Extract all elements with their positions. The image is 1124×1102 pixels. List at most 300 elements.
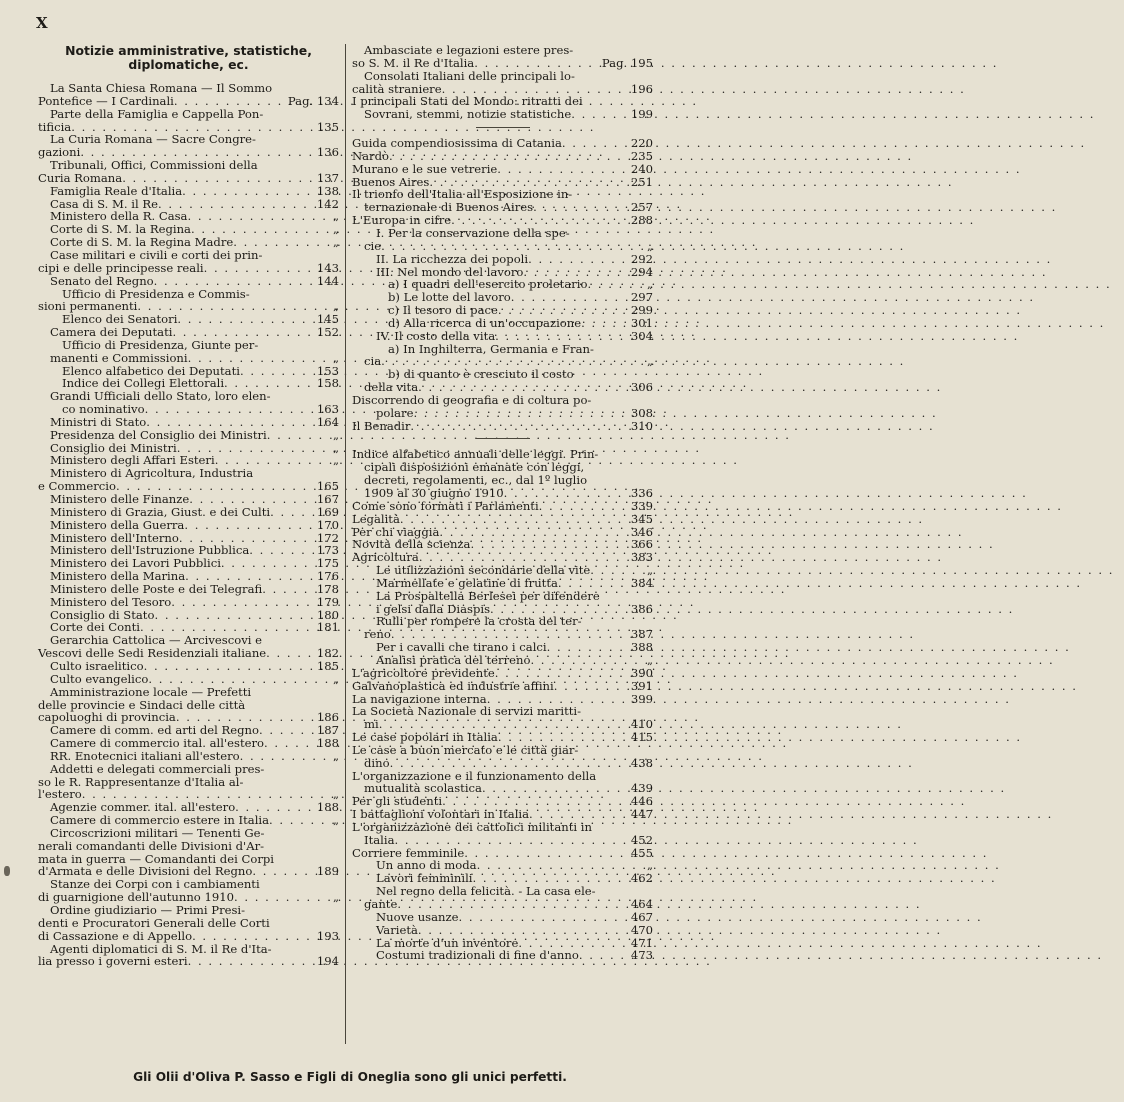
dot-leader	[234, 891, 332, 904]
entry-page: 196	[630, 81, 653, 96]
toc-entry	[38, 95, 339, 108]
entry-title: Ministero di Agricoltura, Industria	[50, 466, 254, 481]
entry-page: „	[646, 354, 653, 369]
toc-entry	[352, 834, 653, 847]
dot-leader	[400, 513, 630, 526]
toc-entry	[38, 339, 339, 352]
entry-page: 339	[630, 498, 653, 513]
entry-title: Ministero della R. Casa	[50, 209, 188, 224]
entry-page: 235	[630, 148, 653, 163]
right-group-1	[352, 44, 653, 121]
entry-page: „	[646, 238, 653, 253]
entry-page: „	[332, 453, 339, 468]
entry-title: Corte di S. M. la Regina Madre	[50, 235, 234, 250]
entry-title: La Società Nazionale di servizi maritti-	[352, 704, 582, 719]
entry-title: Ministero degli Affari Esteri	[50, 453, 215, 468]
toc-entry	[352, 513, 653, 526]
entry-page: „	[332, 350, 339, 365]
entry-title: Ministri di Stato	[50, 414, 147, 429]
entry-page: 137	[316, 170, 339, 185]
entry-page: 292	[630, 251, 653, 266]
entry-page: „	[332, 813, 339, 828]
entry-page: 240	[630, 161, 653, 176]
toc-entry	[38, 660, 339, 673]
entry-title: di Cassazione e di Appello	[38, 928, 193, 943]
dot-leader	[252, 865, 315, 878]
toc-entry	[38, 840, 339, 853]
entry-page: 438	[630, 755, 653, 770]
entry-title: co nominativo	[62, 402, 145, 417]
entry-page: 251	[630, 174, 653, 189]
footer-advertisement: Gli Olii d'Oliva P. Sasso e Figli di Oneglia sono gli unici perfetti.	[133, 1070, 567, 1084]
entry-page: 164	[316, 414, 339, 429]
entry-title: reno	[364, 627, 391, 642]
entry-title: Ministero dell'Istruzione Pubblica	[50, 543, 250, 558]
entry-title: Ministero dei Lavori Pubblici	[50, 556, 221, 571]
entry-page: 390	[630, 665, 653, 680]
entry-title: dino	[364, 755, 390, 770]
dot-leader	[184, 519, 316, 532]
dot-leader	[204, 262, 316, 275]
entry-title: Consiglio dei Ministri	[50, 440, 177, 455]
dot-leader	[410, 420, 629, 433]
toc-entry	[38, 506, 339, 519]
toc-entry	[352, 407, 653, 420]
entry-title: so S. M. il Re d'Italia	[352, 55, 475, 70]
entry-title: nerali comandanti delle Divisioni d'Ar-	[38, 838, 265, 853]
section-rule	[476, 127, 530, 128]
entry-title: i gelsi dalla Diaspis	[376, 601, 491, 616]
entry-title: cipali disposizioni emanate con leggi,	[364, 460, 585, 475]
toc-entry	[38, 403, 339, 416]
entry-page: 415	[630, 730, 653, 745]
toc-entry	[352, 150, 653, 163]
toc-entry	[38, 596, 339, 609]
entry-page: „	[332, 209, 339, 224]
dot-leader	[581, 317, 630, 330]
dot-leader	[188, 352, 332, 365]
entry-page: 180	[316, 607, 339, 622]
toc-entry	[38, 955, 339, 968]
toc-entry	[38, 917, 339, 930]
entry-title: polare	[376, 405, 414, 420]
entry-title: ternazionale di Buenos Aires	[364, 200, 534, 215]
entry-page: 173	[316, 543, 339, 558]
entry-page: 299	[630, 303, 653, 318]
entry-page: „	[332, 299, 339, 314]
entry-page: 138	[316, 183, 339, 198]
entry-page: 181	[316, 620, 339, 635]
entry-page: 310	[630, 418, 653, 433]
left-entries	[38, 82, 339, 968]
entry-title: cie	[364, 238, 382, 253]
toc-entry	[38, 82, 339, 95]
entry-title: La Prospaltella Berlesei per difendere	[376, 588, 600, 603]
entry-page: „	[646, 858, 653, 873]
entry-title: Discorrendo di geografia e di coltura po-	[352, 392, 592, 407]
dot-leader	[579, 949, 630, 962]
right-group-2	[352, 137, 653, 432]
entry-page: 345	[630, 511, 653, 526]
toc-entry	[352, 924, 653, 937]
dot-leader	[498, 731, 630, 744]
entry-title: Corte di S. M. la Regina	[50, 222, 191, 237]
dot-leader	[530, 654, 646, 667]
entry-page: 294	[630, 264, 653, 279]
entry-page: 144	[316, 273, 339, 288]
dot-leader	[390, 757, 630, 770]
toc-entry	[352, 577, 653, 590]
dot-leader	[145, 403, 316, 416]
entry-title: cia	[364, 354, 382, 369]
toc-entry	[352, 808, 653, 821]
toc-entry	[352, 381, 653, 394]
dot-leader	[189, 493, 316, 506]
entry-page: 179	[316, 594, 339, 609]
dot-leader	[418, 381, 630, 394]
toc-entry	[352, 304, 653, 317]
entry-title: 1909 al 30 giugno 1910	[364, 486, 504, 500]
right-group-3	[352, 448, 653, 962]
entry-title: tificia	[38, 119, 72, 134]
page-blemish	[4, 866, 10, 876]
dot-leader	[539, 500, 630, 513]
toc-entry	[352, 821, 653, 834]
dot-leader	[182, 185, 316, 198]
toc-entry	[38, 583, 339, 596]
toc-entry	[352, 898, 653, 911]
dot-leader	[418, 924, 630, 937]
toc-entry	[352, 317, 653, 330]
toc-entry	[352, 240, 653, 253]
entry-title: Agenzie commer. ital. all'estero	[50, 800, 236, 815]
entry-title: Case militari e civili e corti dei prin-	[50, 247, 263, 262]
toc-entry	[38, 673, 339, 686]
entry-page: 452	[630, 832, 653, 847]
entry-title: di guarnigione dell'autunno 1910	[38, 890, 234, 905]
left-column	[38, 44, 339, 968]
toc-entry	[38, 686, 339, 699]
dot-leader	[571, 108, 630, 121]
entry-page: 446	[630, 794, 653, 809]
dot-leader	[122, 172, 316, 185]
entry-title: manenti e Commissioni	[50, 350, 188, 365]
entry-title: La Curia Romana — Sacre Congre-	[50, 132, 256, 147]
entry-title: capoluoghi di provincia	[38, 710, 176, 725]
dot-leader	[389, 150, 630, 163]
entry-page: 439	[630, 781, 653, 796]
toc-entry	[352, 420, 653, 433]
entry-page: 143	[316, 260, 339, 275]
entry-title: Circoscrizioni militari — Tenenti Ge-	[50, 825, 265, 840]
entry-page: 163	[316, 402, 339, 417]
entry-title: sioni permanenti	[38, 299, 138, 314]
entry-page: 387	[630, 627, 653, 642]
toc-entry	[38, 262, 339, 275]
toc-entry	[352, 70, 653, 83]
entry-title: Ministero delle Poste e dei Telegrafi	[50, 581, 263, 596]
entry-title: so le R. Rappresentanze d'Italia al-	[38, 774, 244, 789]
toc-entry	[38, 159, 339, 172]
entry-title: d) Alla ricerca di un'occupazione	[388, 315, 582, 330]
entry-title: L'Europa in cifre	[352, 213, 452, 228]
entry-page: Pag. 195	[601, 55, 653, 70]
toc-entry	[352, 731, 653, 744]
dot-leader	[262, 583, 316, 596]
entry-title: IV. Il costo della vita	[376, 328, 496, 343]
entry-title: Vescovi delle Sedi Residenziali italiane	[38, 646, 267, 661]
entry-title: Ordine giudiziario — Primi Presi-	[50, 903, 246, 917]
dot-leader	[497, 163, 630, 176]
entry-title: La Santa Chiesa Romana — Il Sommo	[50, 81, 273, 95]
entry-title: Marmellate e gelatine di frutta	[376, 575, 558, 590]
entry-title: L'organizzazione e il funzionamento della	[352, 768, 597, 783]
entry-title: II. La ricchezza dei popoli	[376, 251, 529, 266]
entry-page: 447	[630, 807, 653, 822]
entry-title: Consiglio di Stato	[50, 607, 155, 622]
entry-page: 301	[630, 315, 653, 330]
entry-title: c) Il tesoro di pace	[388, 303, 498, 318]
entry-title: Novità della scienza	[352, 537, 471, 552]
dot-leader	[240, 750, 332, 763]
entry-title: Ufficio di Presidenza e Commis-	[62, 286, 250, 301]
entry-title: Corriere femminile	[352, 845, 465, 860]
dot-leader	[144, 660, 316, 673]
entry-page: 176	[316, 569, 339, 584]
entry-page: 384	[630, 575, 653, 590]
dot-leader	[192, 930, 316, 943]
entry-page: „	[646, 563, 653, 578]
toc-entry	[352, 227, 653, 240]
entry-page: 467	[630, 909, 653, 924]
toc-entry	[38, 172, 339, 185]
entry-title: Ministero della Guerra	[50, 517, 185, 532]
entry-title: Lavori femminili	[376, 871, 473, 886]
entry-page: 308	[630, 405, 653, 420]
dot-leader	[498, 304, 630, 317]
heading-line-1: Notizie amministrative, statistiche,	[65, 43, 312, 58]
dot-leader	[269, 814, 332, 827]
entry-page: „	[332, 235, 339, 250]
entry-page: 188	[316, 800, 339, 815]
entry-title: Per chi viaggia	[352, 524, 440, 539]
entry-title: L'agricoltore previdente	[352, 665, 495, 680]
entry-title: Nardò	[352, 148, 390, 163]
dot-leader	[458, 911, 629, 924]
entry-title: Amministrazione locale — Prefetti	[50, 684, 252, 699]
toc-entry	[352, 564, 653, 577]
entry-title: Indice dei Collegi Elettorali	[62, 376, 225, 391]
toc-entry	[352, 757, 653, 770]
entry-page: 153	[316, 363, 339, 378]
entry-page: 346	[630, 524, 653, 539]
entry-title: Famiglia Reale d'Italia	[50, 183, 183, 198]
entry-title: lia presso i governi esteri	[38, 954, 188, 969]
entry-title: b) di quanto è cresciuto il costo	[388, 367, 574, 382]
toc-entry	[38, 827, 339, 840]
dot-leader	[562, 137, 630, 150]
entry-title: Nel regno della felicità. - La casa ele-	[376, 884, 596, 899]
entry-title: Elenco dei Senatori	[62, 312, 178, 327]
entry-page: 257	[630, 200, 653, 215]
entry-page: 194	[316, 954, 339, 969]
entry-page: 471	[630, 935, 653, 950]
entry-title: a) In Inghilterra, Germania e Fran-	[388, 341, 594, 356]
entry-page: 165	[316, 479, 339, 494]
entry-title: Rulli per rompere la crosta del ter-	[376, 614, 582, 629]
toc-entry	[352, 949, 653, 962]
dot-leader	[529, 808, 630, 821]
entry-title: Consolati Italiani delle principali lo-	[364, 68, 575, 83]
entry-title: gante	[364, 897, 398, 911]
entry-title: Ministero della Marina	[50, 569, 186, 584]
entry-title: b) Le lotte del lavoro	[388, 290, 511, 305]
toc-entry	[352, 667, 653, 680]
toc-entry	[38, 326, 339, 339]
toc-entry	[38, 429, 339, 442]
dot-leader	[270, 506, 316, 519]
entry-title: Camera dei Deputati	[50, 325, 173, 340]
entry-page: 455	[630, 845, 653, 860]
entry-page: 152	[316, 325, 339, 340]
toc-entry	[352, 163, 653, 176]
section-heading	[38, 44, 339, 71]
entry-page: 169	[316, 504, 339, 519]
toc-entry	[352, 654, 653, 667]
entry-page: „	[332, 427, 339, 442]
dot-leader	[397, 898, 630, 911]
entry-title: Gerarchia Cattolica — Arcivescovi e	[50, 633, 263, 648]
dot-leader	[171, 596, 316, 609]
entry-title: Ministero di Grazia, Giust. e dei Culti	[50, 504, 271, 519]
dot-leader	[554, 680, 630, 693]
entry-page: 473	[630, 948, 653, 963]
entry-title: Presidenza del Consiglio dei Ministri	[50, 427, 267, 442]
toc-entry	[38, 763, 339, 776]
entry-page: 167	[316, 492, 339, 506]
entry-title: cipi e delle principesse reali	[38, 260, 204, 275]
entry-title: mi	[364, 717, 379, 732]
entry-page: „	[332, 222, 339, 237]
dot-leader	[146, 416, 316, 429]
entry-title: I. Per la conservazione della spe-	[376, 225, 570, 240]
entry-title: Culto israelitico	[50, 658, 144, 673]
dot-leader	[154, 275, 316, 288]
entry-page: 220	[630, 136, 653, 151]
entry-page: 410	[630, 717, 653, 732]
entry-page: „	[332, 748, 339, 763]
entry-title: Legalità	[352, 511, 400, 526]
entry-title: Senato del Regno	[50, 273, 154, 288]
toc-entry	[38, 185, 339, 198]
entry-title: Parte della Famiglia e Cappella Pon-	[50, 106, 264, 121]
entry-title: calità straniere	[352, 81, 442, 96]
entry-title: della vita	[364, 380, 419, 395]
dot-leader	[264, 737, 316, 750]
entry-title: e Commercio	[38, 479, 116, 494]
dot-leader	[172, 326, 315, 339]
entry-title: Ufficio di Presidenza, Giunte per-	[62, 337, 259, 352]
entry-title: Culto evangelico	[50, 671, 149, 686]
entry-page: 462	[630, 871, 653, 886]
entry-title: mutualità scolastica	[364, 781, 482, 796]
entry-page: 185	[316, 658, 339, 673]
entry-title: Nuove usanze	[376, 909, 459, 924]
entry-page: „	[332, 671, 339, 686]
entry-page: „	[646, 277, 653, 292]
entry-title: Ministero dell'Interno	[50, 530, 179, 545]
right-column	[352, 44, 653, 962]
entry-page: 170	[316, 517, 339, 532]
column-divider	[345, 44, 346, 1044]
dot-leader	[495, 330, 630, 343]
entry-title: gazioni	[38, 145, 81, 160]
entry-title: Agricoltura	[352, 550, 419, 565]
dot-leader	[558, 577, 630, 590]
toc-entry	[352, 590, 653, 603]
entry-title: Ambasciate e legazioni estere pres-	[364, 43, 574, 57]
entry-title: La navigazione interna	[352, 691, 487, 706]
entry-title: Corte dei Conti	[50, 620, 140, 635]
toc-entry	[38, 904, 339, 917]
entry-title: I principali Stati del Mondo: ritratti dei	[352, 94, 583, 109]
entry-title: Il Benadir	[352, 418, 411, 433]
entry-title: I battaglioni volontari in Italia	[352, 807, 530, 822]
entry-page: 464	[630, 897, 653, 911]
toc-entry	[38, 108, 339, 121]
toc-entry	[352, 137, 653, 150]
entry-page: 142	[316, 196, 339, 211]
entry-page: 158	[316, 376, 339, 391]
entry-title: d'Armata e delle Divisioni del Regno	[38, 864, 253, 879]
entry-title: Agenti diplomatici di S. M. il Re d'Ita-	[50, 941, 272, 956]
entry-title: Elenco alfabetico dei Deputati	[62, 363, 240, 378]
entry-page: 193	[316, 928, 339, 943]
toc-entry	[38, 249, 339, 262]
heading-line-2: diplomatiche, ec.	[128, 56, 249, 72]
toc-entry	[38, 930, 339, 943]
entry-title: Grandi Ufficiali dello Stato, loro elen-	[50, 389, 271, 404]
entry-title: III. Nel mondo del lavoro	[376, 264, 524, 279]
toc-entry	[38, 519, 339, 532]
entry-page: 186	[316, 710, 339, 725]
dot-leader	[148, 673, 332, 686]
entry-title: Il trionfo dell'Italia all'Esposizione in-	[352, 187, 573, 202]
entry-page: „	[646, 652, 653, 667]
entry-page: 306	[630, 380, 653, 395]
entry-page: 135	[316, 119, 339, 134]
entry-page: 145	[316, 312, 339, 327]
toc-entry	[352, 330, 653, 343]
toc-entry	[38, 352, 339, 365]
dot-leader	[185, 570, 316, 583]
entry-page: 188	[316, 736, 339, 751]
page-number: X	[36, 14, 48, 32]
toc-entry	[352, 487, 653, 500]
entry-title: Le case a buon mercato e le città giar-	[352, 742, 579, 757]
entry-page: 470	[630, 922, 653, 937]
entry-title: Le case popolari in Italia	[352, 730, 498, 745]
dot-leader	[394, 834, 629, 847]
entry-title: Per gli studenti	[352, 794, 443, 809]
entry-title: Casa di S. M. il Re	[50, 196, 158, 211]
entry-title: Le utilizzazioni secondarie della vite	[376, 563, 591, 578]
toc-entry	[38, 737, 339, 750]
dot-leader	[381, 240, 646, 253]
entry-title: Stanze dei Corpi con i cambiamenti	[50, 877, 260, 892]
entry-page: „	[332, 787, 339, 802]
entry-page: 288	[630, 213, 653, 228]
